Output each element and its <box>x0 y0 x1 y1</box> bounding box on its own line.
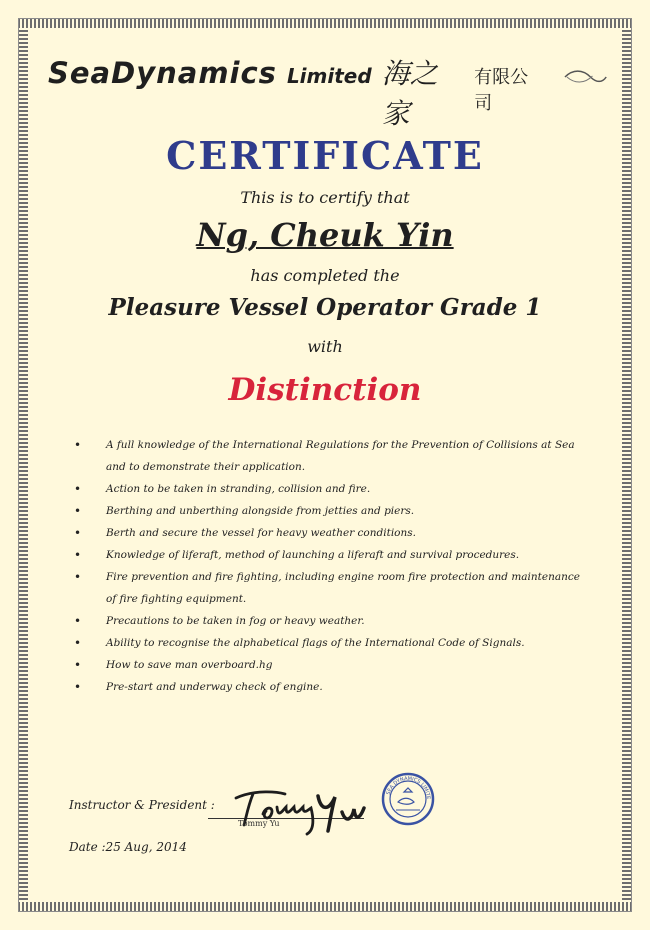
list-item: • Pre-start and underway check of engine. <box>74 676 584 698</box>
with-text: with <box>307 337 343 356</box>
brand-chinese-suffix: 有限公司 <box>474 67 529 114</box>
certificate-title: CERTIFICATE <box>166 133 484 178</box>
list-item: • A full knowledge of the International Regulations for the Prevention of Collisions at Sea and to demonstrate their application. <box>74 434 584 478</box>
brand-suffix: Limited <box>286 64 372 88</box>
issue-date: Date :25 Aug, 2014 <box>69 840 187 854</box>
result-distinction: Distinction <box>228 372 422 408</box>
list-item: • Action to be taken in stranding, collision and fire. <box>74 478 584 500</box>
completed-text: has completed the <box>250 266 400 285</box>
list-item: • Berthing and unberthing alongside from jetties and piers. <box>74 500 584 522</box>
brand-name: SeaDynamics <box>48 56 277 90</box>
list-item: • Berth and secure the vessel for heavy weather conditions. <box>74 522 584 544</box>
svg-text:SEA DYNAMICS LIMITED: SEA DYNAMICS LIMITE <box>385 775 432 800</box>
list-item: • Ability to recognise the alphabetical flags of the International Code of Signals. <box>74 632 584 654</box>
certificate-header <box>48 52 608 130</box>
list-item: • Fire prevention and fire fighting, including engine room fire protection and maintenance of fire fighting equipment. <box>74 566 584 610</box>
certify-text: This is to certify that <box>240 188 410 207</box>
list-item: • Knowledge of liferaft, method of launching a liferaft and survival procedures. <box>74 544 584 566</box>
brand-chinese-name: 海之家 <box>381 57 438 130</box>
competency-list <box>74 434 584 698</box>
wave-logo-icon <box>563 68 608 86</box>
list-item: • Precautions to be taken in fog or heavy weather. <box>74 610 584 632</box>
printed-signatory-name: Tommy Yu <box>238 819 280 828</box>
instructor-label: Instructor & President : <box>69 798 215 812</box>
course-name: Pleasure Vessel Operator Grade 1 <box>108 294 542 321</box>
company-seal-icon <box>380 771 436 827</box>
recipient-name: Ng, Cheuk Yin <box>196 216 454 254</box>
list-item: • How to save man overboard.hg <box>74 654 584 676</box>
